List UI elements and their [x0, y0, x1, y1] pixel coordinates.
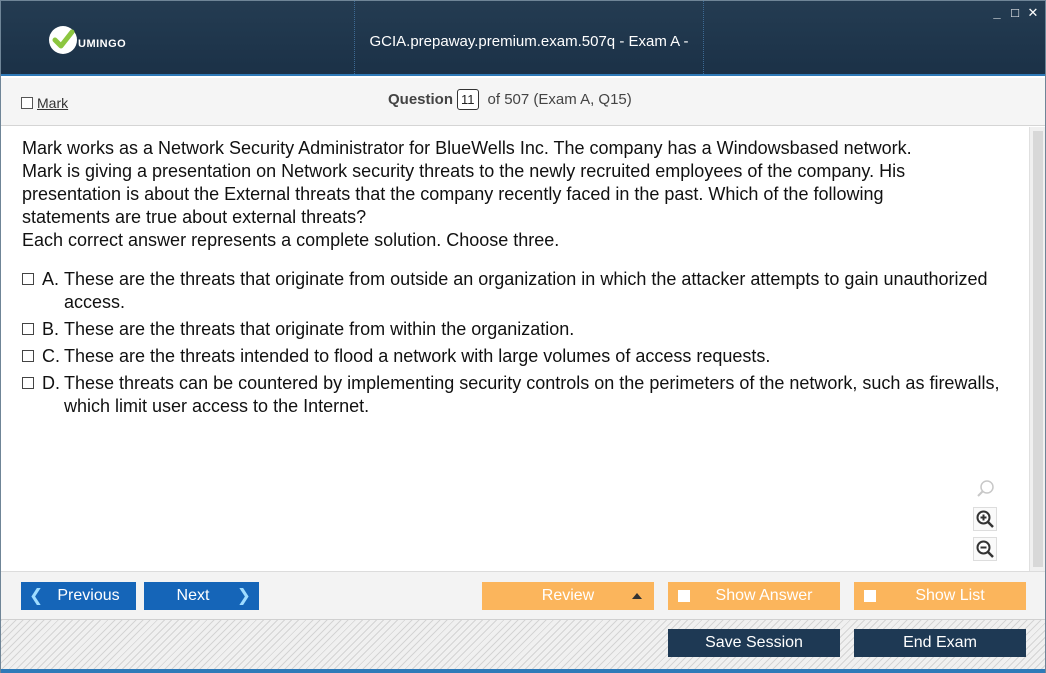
window-title: GCIA.prepaway.premium.exam.507q - Exam A -: [369, 33, 689, 50]
question-line: presentation is about the External threats that the company recently faced in the past. Which of the following: [22, 184, 884, 204]
checkmark-icon: [49, 26, 77, 54]
bottom-accent-strip: [1, 669, 1045, 673]
option-text[interactable]: These are the threats that originate from outside an organization in which the attacker attempts to gain unauthorized access.: [64, 269, 988, 312]
option-letter: C.: [42, 346, 60, 366]
review-button[interactable]: [482, 582, 654, 610]
option-b[interactable]: [22, 318, 1022, 341]
show-list-button[interactable]: [854, 582, 1026, 610]
save-session-label: Save Session: [705, 634, 803, 651]
zoom-out-icon[interactable]: [973, 537, 997, 561]
option-checkbox[interactable]: [22, 273, 34, 285]
answer-options: [22, 268, 1022, 422]
caret-up-icon: [632, 593, 642, 599]
question-total: of 507 (Exam A, Q15): [487, 91, 632, 108]
option-a[interactable]: [22, 268, 1022, 314]
review-label: Review: [541, 587, 595, 604]
end-exam-button[interactable]: [854, 629, 1026, 657]
previous-label: Previous: [57, 587, 120, 604]
search-icon[interactable]: [973, 477, 997, 501]
question-word: Question: [388, 91, 454, 108]
option-d[interactable]: [22, 372, 1022, 418]
option-letter: D.: [42, 373, 60, 393]
option-checkbox[interactable]: [22, 377, 34, 389]
maximize-button[interactable]: □: [1011, 5, 1019, 20]
option-c[interactable]: [22, 345, 1022, 368]
vertical-scrollbar[interactable]: [1029, 127, 1045, 571]
option-text[interactable]: These are the threats intended to flood a network with large volumes of access requests.: [64, 346, 771, 366]
option-letter: A.: [42, 269, 60, 289]
question-header: [1, 78, 1045, 126]
next-label: Next: [176, 587, 210, 604]
minimize-button[interactable]: _: [993, 5, 1001, 20]
question-line: statements are true about external threats?: [22, 207, 367, 227]
previous-button[interactable]: [21, 582, 136, 610]
option-checkbox[interactable]: [22, 350, 34, 362]
question-line: Each correct answer represents a complete solution. Choose three.: [22, 230, 560, 250]
show-answer-checkbox[interactable]: [678, 590, 690, 602]
chevron-left-icon: ❮: [29, 586, 44, 605]
chevron-right-icon: ❯: [236, 586, 251, 605]
mark-checkbox-box[interactable]: [21, 97, 33, 109]
end-exam-label: End Exam: [903, 634, 977, 651]
navigation-bar: [1, 571, 1045, 619]
zoom-tools: [973, 477, 1001, 567]
show-list-checkbox[interactable]: [864, 590, 876, 602]
question-text: [22, 137, 1022, 252]
question-line: Mark works as a Network Security Administrator for BlueWells Inc. The company has a Windowsbased network.: [22, 138, 912, 158]
question-content: [1, 127, 1029, 571]
logo: [49, 25, 126, 55]
question-line: Mark is giving a presentation on Network security threats to the newly recruited employees of the company. His: [22, 161, 906, 181]
zoom-in-icon[interactable]: [973, 507, 997, 531]
option-letter: B.: [42, 319, 60, 339]
question-counter: [388, 89, 632, 110]
title-divider: [703, 1, 704, 74]
show-answer-label: Show Answer: [715, 587, 813, 604]
save-session-button[interactable]: [668, 629, 840, 657]
logo-text: UMINGO: [78, 38, 127, 50]
question-number-input[interactable]: 11: [457, 89, 479, 110]
window-controls: [991, 5, 1039, 21]
show-list-label: Show List: [915, 587, 985, 604]
scrollbar-thumb[interactable]: [1033, 131, 1043, 567]
option-checkbox[interactable]: [22, 323, 34, 335]
option-text[interactable]: These are the threats that originate from within the organization.: [64, 319, 575, 339]
next-button[interactable]: [144, 582, 259, 610]
mark-label[interactable]: Mark: [37, 95, 69, 111]
close-button[interactable]: ✕: [1027, 5, 1039, 20]
bottom-bar: [1, 619, 1045, 672]
title-bar: [1, 1, 1045, 76]
show-answer-button[interactable]: [668, 582, 840, 610]
option-text[interactable]: These threats can be countered by implementing security controls on the perimeters of the network, such as firewalls, which limit user access to the Internet.: [64, 373, 1000, 416]
mark-checkbox[interactable]: [21, 95, 68, 111]
